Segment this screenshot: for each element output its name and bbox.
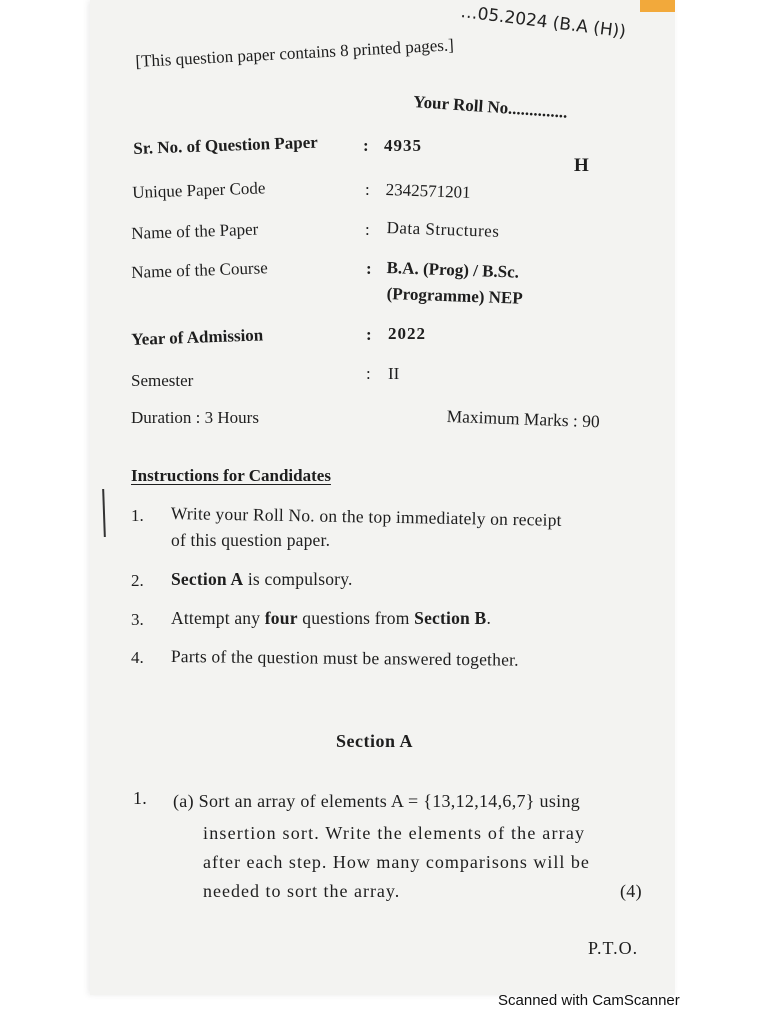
instruction-1-line1: Write your Roll No. on the top immediately on receipt — [170, 503, 562, 530]
scanner-watermark: Scanned with CamScanner — [498, 992, 680, 1009]
instruction-4-number: 4. — [131, 648, 144, 667]
instruction-3-text — [171, 608, 491, 629]
instruction-2-rest: is compulsory. — [243, 569, 353, 589]
section-b-ref: Section B — [414, 608, 487, 628]
semester-colon: : — [366, 364, 371, 383]
instruction-1-line2: of this question paper. — [171, 530, 331, 550]
question-1-marks: (4) — [620, 881, 642, 901]
unique-code-label: Unique Paper Code — [132, 178, 266, 202]
question-1-number: 1. — [133, 788, 148, 808]
set-code: H — [574, 155, 589, 176]
course-label: Name of the Course — [131, 258, 269, 282]
section-a-ref: Section A — [171, 569, 244, 589]
instruction-4-text: Parts of the question must be answered together. — [170, 646, 519, 670]
instruction-3-post: . — [486, 608, 492, 628]
semester-label: Semester — [131, 371, 194, 390]
corner-tab — [640, 0, 675, 12]
instruction-3-number: 3. — [131, 610, 144, 629]
instruction-2-number: 2. — [131, 571, 144, 590]
course-value-line2: (Programme) NEP — [386, 284, 524, 308]
admission-colon: : — [366, 325, 372, 344]
question-1-line4: needed to sort the array. — [203, 881, 401, 901]
unique-code-colon: : — [365, 180, 370, 199]
course-colon: : — [366, 259, 372, 278]
instruction-2-text — [171, 569, 353, 590]
section-a-heading: Section A — [336, 731, 414, 751]
sr-no-value: 4935 — [384, 136, 422, 155]
handwritten-date: …05.2024 (B.A (H)) — [459, 2, 627, 43]
sr-no-label: Sr. No. of Question Paper — [133, 132, 319, 158]
instruction-1-number: 1. — [131, 506, 144, 525]
duration: Duration : 3 Hours — [131, 408, 259, 427]
sr-no-colon: : — [363, 136, 369, 155]
pages-notice: [This question paper contains 8 printed pages.] — [135, 35, 455, 71]
pto-label: P.T.O. — [588, 938, 639, 958]
instructions-heading: Instructions for Candidates — [131, 466, 331, 485]
question-1-line2: insertion sort. Write the elements of the array — [203, 823, 586, 843]
question-1-line1: (a) Sort an array of elements A = {13,12,14,6,7} using — [173, 791, 581, 811]
instruction-3-mid: questions from — [297, 608, 415, 628]
course-value-line1: B.A. (Prog) / B.Sc. — [386, 258, 520, 282]
max-marks: Maximum Marks : 90 — [446, 406, 601, 432]
question-1-line3: after each step. How many comparisons will be — [203, 852, 590, 872]
paper-name-label: Name of the Paper — [131, 219, 259, 243]
four-ref: four — [264, 608, 298, 628]
instruction-3-pre: Attempt any — [171, 608, 265, 628]
semester-value: II — [388, 364, 400, 383]
paper-name-colon: : — [365, 220, 370, 239]
roll-number-label: Your Roll No.............. — [412, 92, 569, 122]
unique-code-value: 2342571201 — [385, 180, 471, 202]
paper-name-value: Data Structures — [386, 218, 500, 241]
admission-label: Year of Admission — [131, 325, 264, 349]
admission-value: 2022 — [388, 324, 426, 343]
